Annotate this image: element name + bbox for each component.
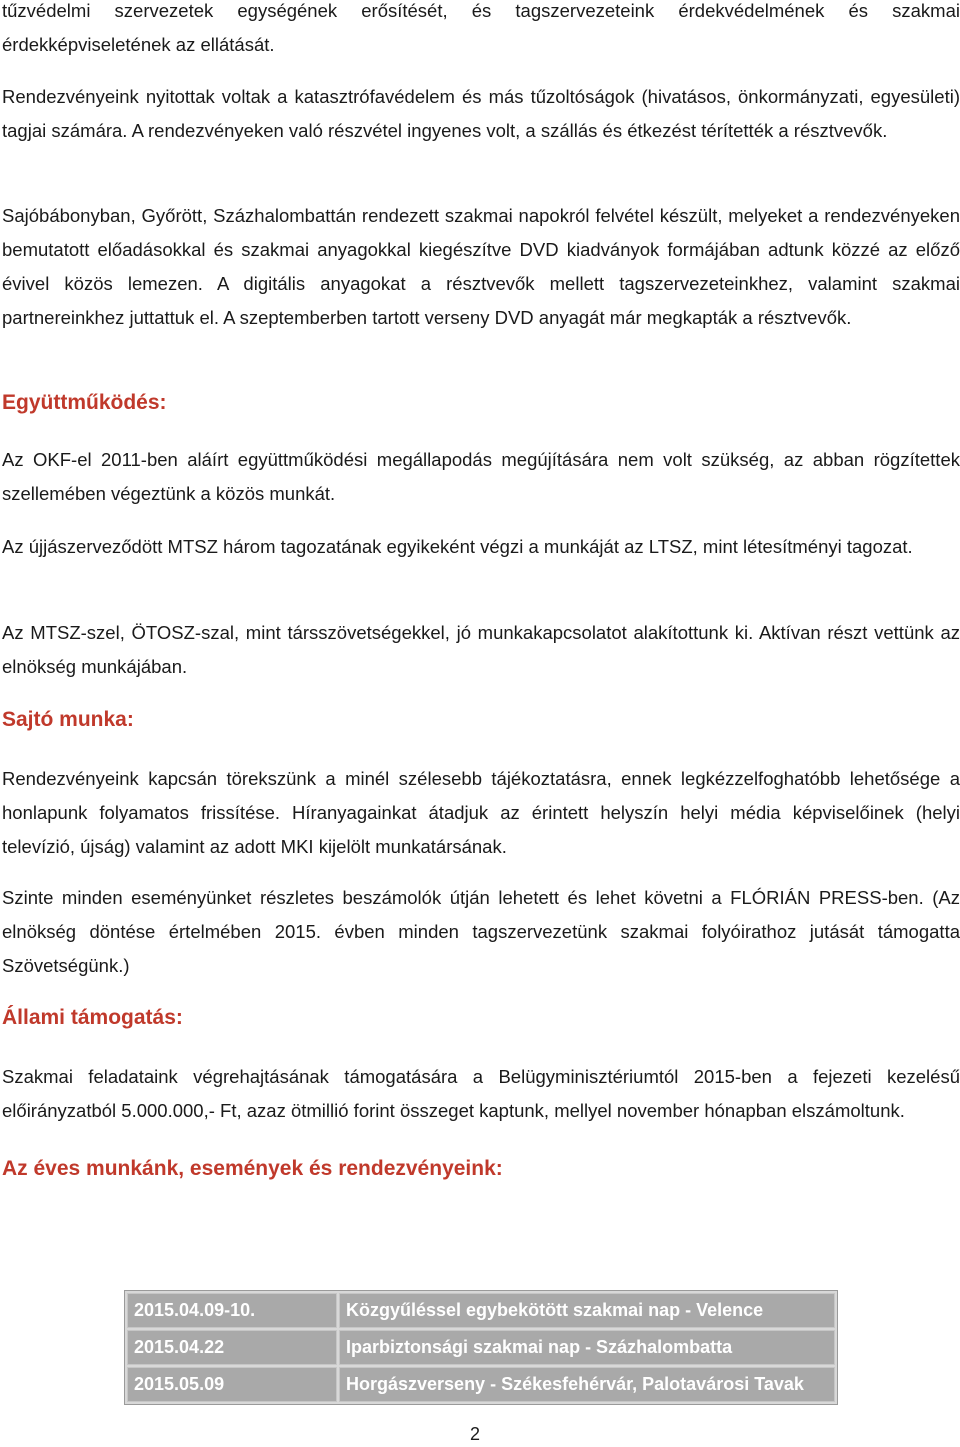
- paragraph-events-openness: Rendezvényeink nyitottak voltak a katasztrófavédelem és más tűzoltóságok (hivatásos, önkormányzati, egyesületi) tagjai számára. A rendezvényeken való részvétel ingyenes volt, a szállás és étkezést térítették a résztvevők.: [2, 86, 960, 141]
- table-row: [127, 1367, 835, 1402]
- event-date: 2015.05.09: [127, 1367, 337, 1402]
- event-title: Iparbiztonsági szakmai nap - Százhalombatta: [339, 1330, 835, 1365]
- paragraph-okf-agreement: Az OKF-el 2011-ben aláírt együttműködési megállapodás megújítására nem volt szükség, az abban rögzítettek szellemében végeztünk a közös munkát.: [2, 449, 960, 504]
- page-number: 2: [470, 1424, 481, 1444]
- paragraph-dvd-publications: Sajóbábonyban, Győrött, Százhalombattán rendezett szakmai napokról felvétel készült, melyeket a rendezvényeken bemutatott előadásokkal és szakmai anyagokkal kiegészítve DVD kiadványok formájában adtunk közzé az előző évivel közös lemezen. A digitális anyagokat a résztvevők mellett tagszervezeteinkhez, valamint szakmai partnereinkhez juttattuk el. A szeptemberben tartott verseny DVD anyagát már megkapták a résztvevők.: [2, 205, 960, 328]
- event-title: Közgyűléssel egybekötött szakmai nap - Velence: [339, 1293, 835, 1328]
- paragraph-intro-continuation: tűzvédelmi szervezetek egységének erősítését, és tagszervezeteink érdekvédelmének és szakmai érdekképviseletének az ellátását.: [2, 0, 960, 55]
- paragraph-mtsz-section: Az újjászerveződött MTSZ három tagozatának egyikeként végzi a munkáját az LTSZ, mint létesítményi tagozat.: [2, 536, 913, 557]
- heading-state-support: Állami támogatás:: [2, 1006, 183, 1029]
- table-row: [127, 1293, 835, 1328]
- paragraph-partner-associations: Az MTSZ-szel, ÖTOSZ-szal, mint társszövetségekkel, jó munkakapcsolatot alakítottunk ki. Aktívan részt vettünk az elnökség munkájában.: [2, 622, 960, 677]
- paragraph-florian-press: Szinte minden eseményünket részletes beszámolók útján lehetett és lehet követni a FLÓRIÁN PRESS-ben. (Az elnökség döntése értelmében 2015. évben minden tagszervezetünk szakmai folyóirathoz jutását támogatta Szövetségünk.): [2, 887, 960, 976]
- heading-annual-events: Az éves munkánk, események és rendezvényeink:: [2, 1157, 503, 1180]
- event-date: 2015.04.09-10.: [127, 1293, 337, 1328]
- events-table: [124, 1290, 838, 1405]
- heading-cooperation: Együttműködés:: [2, 391, 167, 414]
- paragraph-ministry-funding: Szakmai feladataink végrehajtásának támogatására a Belügyminisztériumtól 2015-ben a fejezeti kezelésű előirányzatból 5.000.000,- Ft, azaz ötmillió forint összeget kaptunk, mellyel november hónapban elszámoltunk.: [2, 1066, 960, 1121]
- table-row: [127, 1330, 835, 1365]
- event-date: 2015.04.22: [127, 1330, 337, 1365]
- paragraph-press-information: Rendezvényeink kapcsán törekszünk a minél szélesebb tájékoztatásra, ennek legkézzelfoghatóbb lehetősége a honlapunk folyamatos frissítése. Híranyagainkat átadjuk az érintett helyszín helyi média képviselőinek (helyi televízió, újság) valamint az adott MKI kijelölt munkatársának.: [2, 768, 960, 857]
- heading-press-work: Sajtó munka:: [2, 708, 134, 731]
- event-title: Horgászverseny - Székesfehérvár, Palotavárosi Tavak: [339, 1367, 835, 1402]
